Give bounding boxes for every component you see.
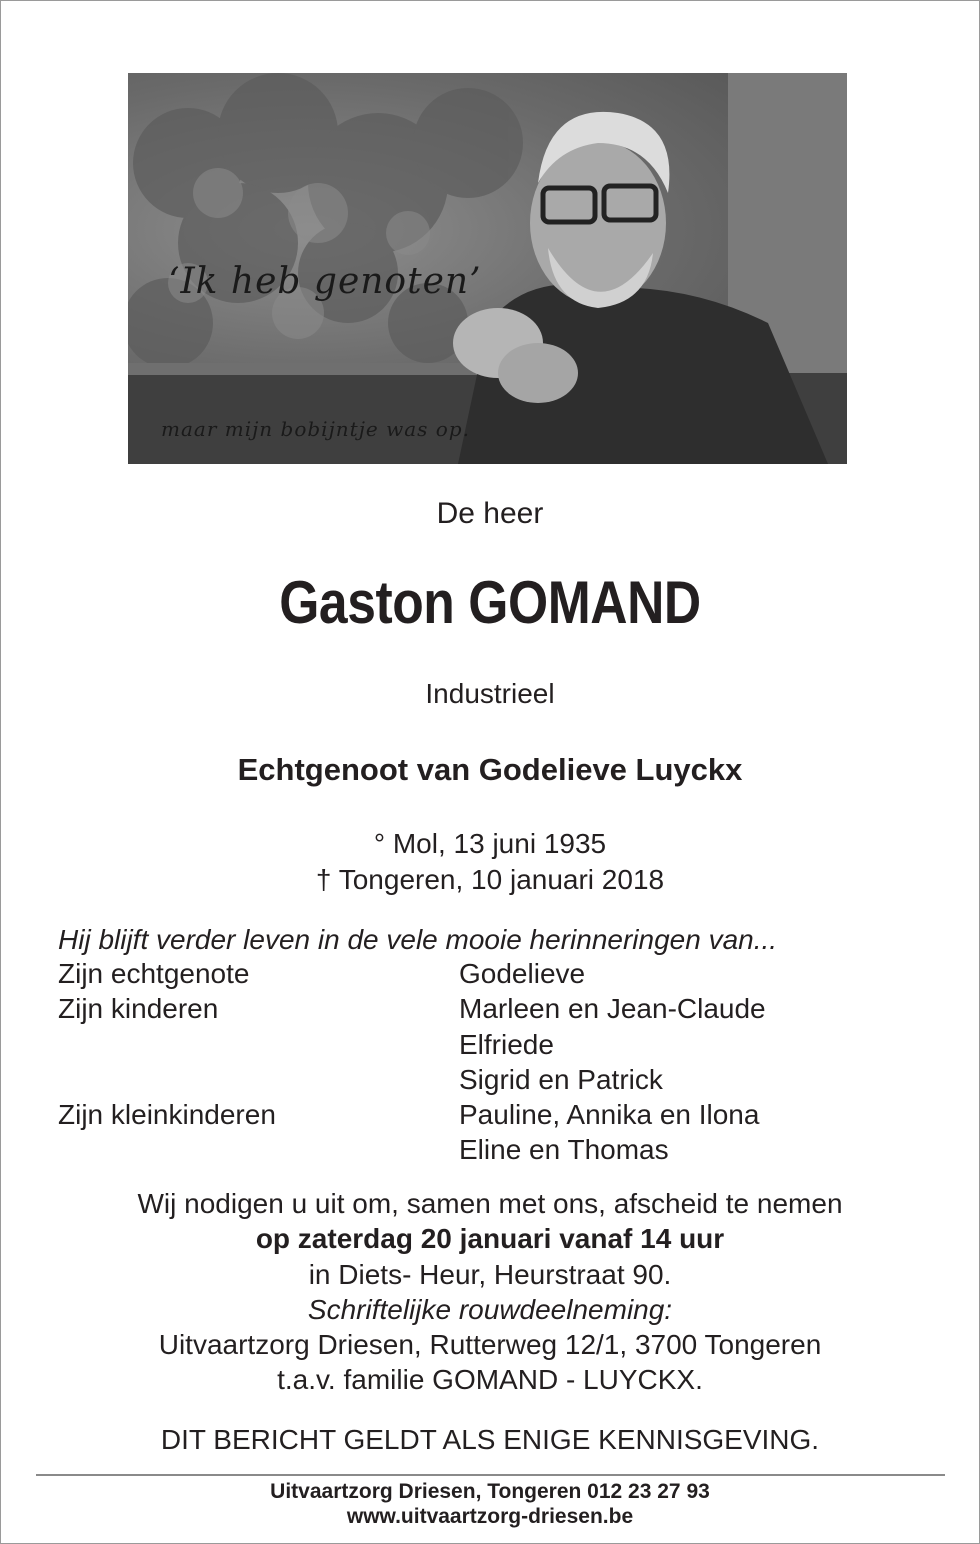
survivor-names: Sigrid en Patrick [459, 1063, 663, 1095]
condolence-label: Schriftelijke rouwdeelneming: [307, 1294, 673, 1325]
survivor-names: Pauline, Annika en Ilona [459, 1099, 760, 1131]
survivor-names: Marleen en Jean-Claude [459, 993, 766, 1025]
occupation: Industrieel [425, 678, 555, 709]
survivor-row [58, 958, 918, 993]
survivor-names: Elfriede [459, 1028, 554, 1060]
funeral-home-contact: Uitvaartzorg Driesen, Tongeren 012 23 27 93 [270, 1480, 710, 1503]
funeral-home-website: www.uitvaartzorg-driesen.be [346, 1505, 634, 1528]
survivor-row [58, 1029, 918, 1064]
survivor-row [58, 1134, 918, 1169]
photo-quote-sub: maar mijn bobijntje was op. [161, 417, 470, 441]
honorific: De heer [436, 497, 544, 530]
deceased-name: Gaston GOMAND [279, 569, 701, 636]
survivor-row [58, 1099, 918, 1134]
official-notice: DIT BERICHT GELDT ALS ENIGE KENNISGEVING. [160, 1424, 820, 1455]
portrait-photo [128, 73, 847, 464]
condolence-address: Uitvaartzorg Driesen, Rutterweg 12/1, 3700 Tongeren [158, 1329, 822, 1360]
photo-quote: ‘Ik heb genoten’ [168, 261, 482, 302]
condolence-attention: t.a.v. familie GOMAND - LUYCKX. [277, 1364, 703, 1395]
survivors-list [58, 958, 918, 1170]
survivor-relation: Zijn kleinkinderen [58, 1099, 276, 1131]
survivor-relation: Zijn echtgenote [58, 958, 250, 989]
survivor-names: Godelieve [459, 958, 586, 989]
survivor-row [58, 993, 918, 1028]
death-line: † Tongeren, 10 januari 2018 [315, 864, 665, 895]
survivor-names: Eline en Thomas [459, 1134, 669, 1166]
survivor-row [58, 1064, 918, 1099]
spouse-line: Echtgenoot van Godelieve Luyckx [237, 752, 743, 787]
invitation-place: in Diets- Heur, Heurstraat 90. [308, 1259, 672, 1290]
invitation-text: Wij nodigen u uit om, samen met ons, afscheid te nemen [137, 1188, 843, 1219]
memory-line: Hij blijft verder leven in de vele mooie herinneringen van... [58, 924, 778, 955]
invitation-date: op zaterdag 20 januari vanaf 14 uur [255, 1223, 725, 1254]
footer-divider [36, 1474, 945, 1476]
birth-line: ° Mol, 13 juni 1935 [373, 828, 607, 859]
survivor-relation: Zijn kinderen [58, 993, 219, 1025]
